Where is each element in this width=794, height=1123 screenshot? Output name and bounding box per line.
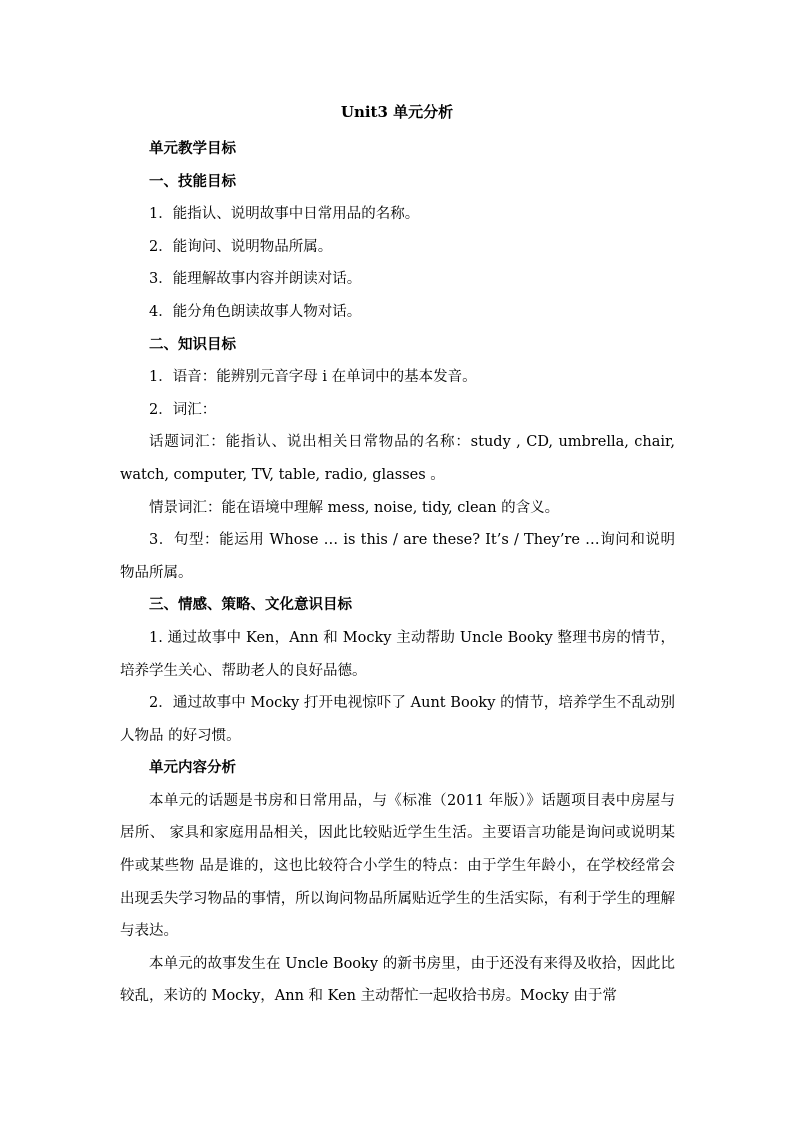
- skill-item-2: 2．能询问、说明物品所属。: [149, 238, 333, 255]
- sentence-pattern: 3．句型：能运用 Whose … is this / are these? It’s / They’re …询问和说明物品所属。: [120, 532, 675, 581]
- skill-item-4: 4．能分角色朗读故事人物对话。: [149, 303, 362, 320]
- skill-heading: 一、技能目标: [149, 172, 236, 190]
- document-body: [120, 133, 675, 1013]
- knowledge-item-2: 2．词汇：: [149, 401, 217, 418]
- goals-heading: 单元教学目标: [149, 140, 236, 157]
- analysis-heading: 单元内容分析: [149, 759, 236, 777]
- knowledge-heading: 二、知识目标: [149, 335, 236, 353]
- skill-item-3: 3．能理解故事内容并朗读对话。: [149, 271, 362, 288]
- context-vocab: 情景词汇：能在语境中理解 mess, noise, tidy, clean 的含义。: [149, 499, 560, 516]
- analysis-paragraph-1: 本单元的话题是书房和日常用品，与《标准（2011 年版）》话题项目表中房屋与居所、 家具和家庭用品相关，因此比较贴近学生生活。主要语言功能是询问或说明某件或某些物 品是谁的，这也比较符合小学生的特点：由于学生年龄小，在学校经常会出现丢失学习物品的事情，所以询问物品所属贴近学生的生活实际，有利于学生的理解与表达。: [120, 792, 675, 940]
- skill-item-1: 1．能指认、说明故事中日常用品的名称。: [149, 206, 420, 223]
- emotion-item-2: 2．通过故事中 Mocky 打开电视惊吓了 Aunt Booky 的情节，培养学生不乱动别人物品 的好习惯。: [120, 695, 675, 744]
- topic-vocab: 话题词汇：能指认、说出相关日常物品的名称：study , CD, umbrella, chair, watch, computer, TV, table, radio, glasses 。: [120, 434, 675, 483]
- page-title: Unit3 单元分析: [340, 103, 454, 121]
- knowledge-item-1: 1．语音：能辨别元音字母 i 在单词中的基本发音。: [149, 369, 477, 386]
- analysis-paragraph-2: 本单元的故事发生在 Uncle Booky 的新书房里，由于还没有来得及收拾，因此比较乱，来访的 Mocky，Ann 和 Ken 主动帮忙一起收拾书房。Mocky 由于常: [120, 955, 675, 1005]
- emotion-item-1: 1. 通过故事中 Ken，Ann 和 Mocky 主动帮助 Uncle Booky 整理书房的情节，培养学生关心、帮助老人的良好品德。: [120, 629, 675, 679]
- emotion-heading: 三、情感、策略、文化意识目标: [149, 596, 352, 614]
